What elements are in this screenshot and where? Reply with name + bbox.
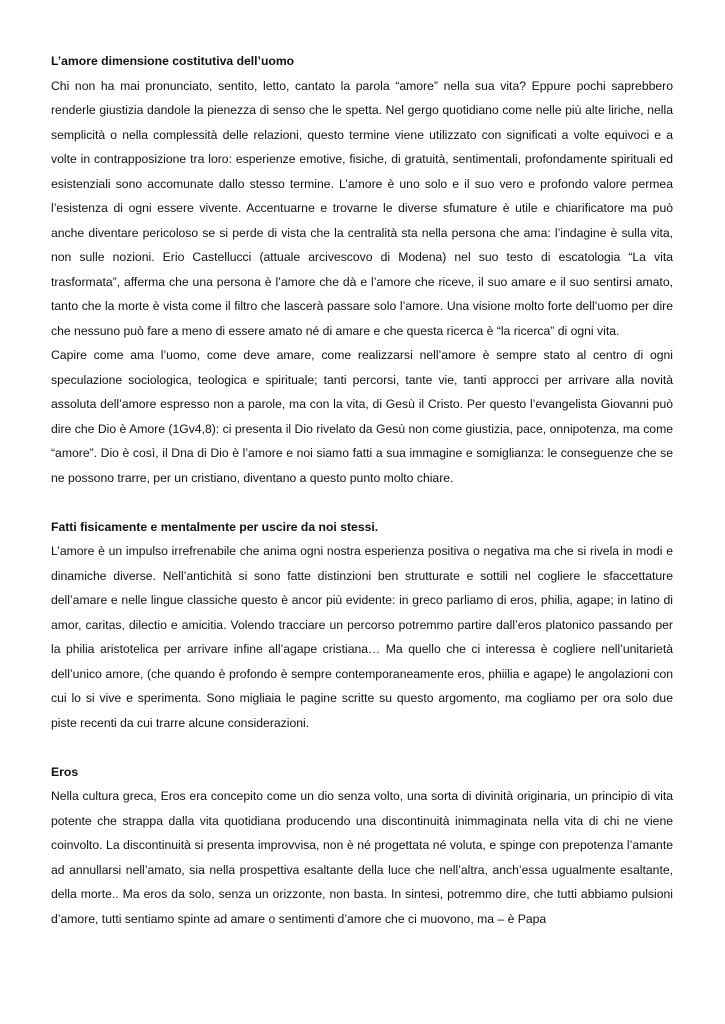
- paragraph: Nella cultura greca, Eros era concepito come un dio senza volto, una sorta di divinità originaria, un principio di vita potente che strappa dalla vita quotidiana producendo una discontinuità inimmaginata nella vita di chi ne viene coinvolto. La discontinuità si presenta improvvisa, non è né progettata né voluta, e spinge con prepotenza l’amante ad annullarsi nell’amato, sia nella prospettiva esaltante della luce che nell’altra, anch’essa ugualmente esaltante, della morte.. Ma eros da solo, senza un orizzonte, non basta. In sintesi, potremmo dire, che tutti abbiamo pulsioni d’amore, tutti sentiamo spinte ad amare o sentimenti d’amore che ci muovono, ma – è Papa: [51, 789, 673, 926]
- paragraph-gap: [51, 490, 673, 515]
- section-heading: Eros: [51, 764, 79, 779]
- paragraph: Capire come ama l’uomo, come deve amare, come realizzarsi nell’amore è sempre stato al centro di ogni speculazione sociologica, teologica e spirituale; tanti percorsi, tante vie, tanti approcci per arrivare alla novità assoluta dell’amore espresso non a parole, ma con la vita, di Gesù il Cristo. Per questo l’evangelista Giovanni può dire che Dio è Amore (1Gv4,8): ci presenta il Dio rivelato da Gesù non come giustizia, pace, onnipotenza, ma come “amore”. Dio è così, il Dna di Dio è l’amore e noi siamo fatti a sua immagine e somiglianza: le conseguenze che se ne possono trarre, per un cristiano, diventano a questo punto molto chiare.: [51, 348, 673, 485]
- paragraph-gap: [51, 735, 673, 760]
- paragraph: L’amore è un impulso irrefrenabile che anima ogni nostra esperienza positiva o negativa ma che si rivela in modi e dinamiche diverse. Nell’antichità si sono fatte distinzioni ben strutturate e sottili nel cogliere le sfaccettature dell’amare e nelle lingue classiche questo è ancor più evidente: in greco parliamo di eros, philia, agape; in latino di amor, caritas, dilectio e amicitia. Volendo tracciare un percorso potremmo partire dall’eros platonico passando per la philia aristotelica per arrivare infine all’agape cristiana… Ma quello che ci interessa è cogliere nell’unitarietà dell’unico amore, (che quando è profondo è sempre contemporaneamente eros, phiilia e agape) le angolazioni con cui lo si vive e sperimenta. Sono migliaia le pagine scritte su questo argomento, ma cogliamo per ora solo due piste recenti da cui trarre alcune considerazioni.: [51, 544, 673, 730]
- document-body: [51, 49, 673, 931]
- section-heading: Fatti fisicamente e mentalmente per uscire da noi stessi.: [51, 519, 379, 534]
- section-heading: L’amore dimensione costitutiva dell’uomo: [51, 54, 295, 68]
- paragraph: Chi non ha mai pronunciato, sentito, letto, cantato la parola “amore” nella sua vita? Eppure pochi saprebbero renderle giustizia dandole la pienezza di senso che le spetta. Nel gergo quotidiano come nelle più alte liriche, nella semplicità o nella complessità delle relazioni, questo termine viene utilizzato con significati a volte equivoci e a volte in contrapposizione tra loro: esperienze emotive, fisiche, di gratuità, sentimentali, profondamente spirituali ed esistenziali sono accomunate dallo stesso termine. L’amore è uno solo e il suo vero e profondo valore permea l’esistenza di ogni essere vivente. Accentuarne e trovarne le diverse sfumature è utile e chiarificatore ma può anche diventare pericoloso se si perde di vista che la centralità sta nella persona che ama: l’indagine è sulla vita, non sulle nozioni. Erio Castellucci (attuale arcivescovo di Modena) nel suo testo di escatologia “La vita trasformata”, afferma che una persona è l’amore che dà e l’amore che riceve, il suo amare e il suo sentirsi amato, tanto che la morte è vista come il filtro che lascerà passare solo l’amore. Una visione molto forte dell’uomo per dire che nessuno può fare a meno di essere amato né di amare e che questa ricerca è “la ricerca” di ogni vita.: [51, 78, 673, 338]
